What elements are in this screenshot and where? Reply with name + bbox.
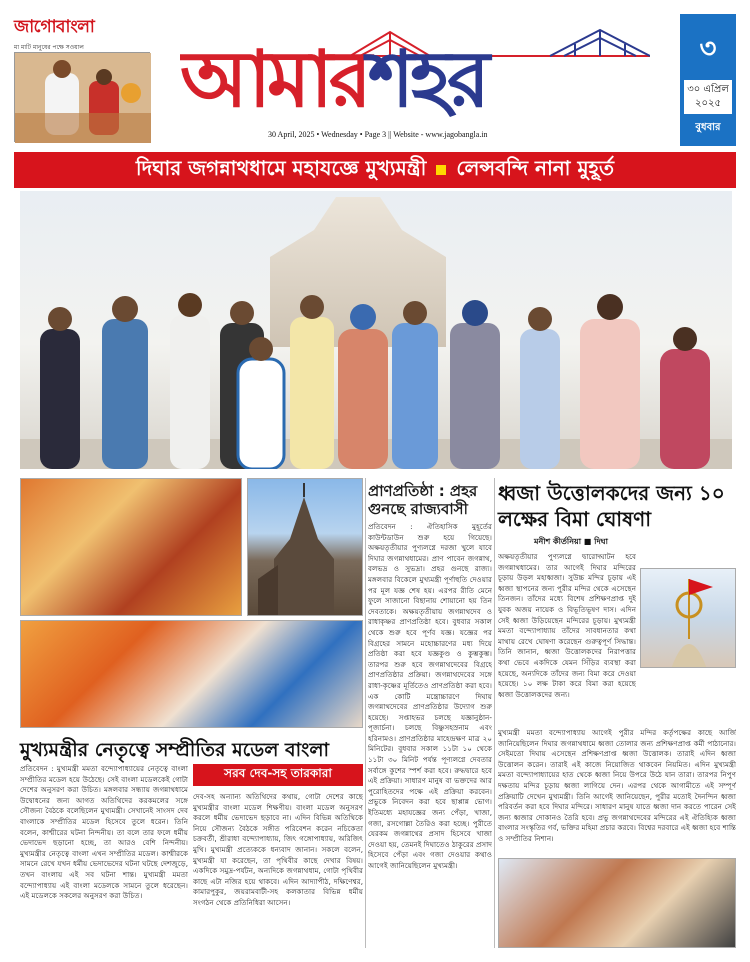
center-article-headline: প্রাণপ্রতিষ্ঠা : প্রহর গুনছে রাজ্যবাসী [368, 482, 478, 518]
date-line: 30 April, 2025 • Wednesday • Page 3 || Website - www.jagobangla.in [268, 130, 488, 139]
main-photo [20, 191, 732, 469]
center-article [368, 482, 492, 518]
banner-separator [436, 165, 446, 175]
sub-article-body: দেব-সহ অন্যান্য অতিথিদের কথায়, গোটা দেশের কাছে মুখ্যমন্ত্রীর বাংলা মডেল শিক্ষণীয়। বাংলা মডেল অনুসরণ করলে ধর্মীয় ভেদাভেদ ছড়াবে না। এদিন বিভিন্ন অতিথিকে নিয়ে সৌজন্য বৈঠকে সঙ্গীত পরিবেশন করেন নচিকেতা চক্রবর্তী, শ্রীরাধা বন্দ্যোপাধ্যায়, জিৎ গঙ্গোপাধ্যায়, অরিজিৎ মুখি। মুখ্যমন্ত্রী প্রত্যেককে ধন্যবাদ জানান। সকলে বলেন, মুখ্যমন্ত্রী যা করেছেন, তা পৃথিবীর কাছে দেখার বিষয়। একদিকে সমুদ্র-পর্যটন, অন্যদিকে জগন্নাথধাম, গোটা পৃথিবীর কাছে এটা নজির হয়ে থাকবে। এদিন আদ্যাপীঠ, দক্ষিণেশ্বর, কামারপুকুর, জয়রামবাটী-সহ কলকাতার বিভিন্ন ধর্মীয় সংগঠন থেকে প্রতিনিধিরা আসেন। [193, 792, 363, 907]
ritual-photo [20, 478, 242, 616]
right-article-body-bottom: মুখ্যমন্ত্রী মমতা বন্দ্যোপাধ্যায় আগেই পুরীর মন্দির কর্তৃপক্ষের কাছে আর্জি জানিয়েছিলেন দিঘার জগন্নাথধামে ধ্বজা তোলার জন্য প্রশিক্ষণপ্রাপ্ত কর্মী পাঠানোর। সেইমতো দিঘায় এসেছেন প্রশিক্ষণপ্রাপ্ত ধ্বজা উত্তোলক। তারাই এদিন ধ্বজা উত্তোলন করেন। তারাই এই কাজে নিয়োজিত থাকবেন নিয়মিত। এদিন মুখ্যমন্ত্রী মমতা বন্দ্যোপাধ্যায়ের হাত থেকে ধ্বজা নিয়ে উপরে উঠে যান তারা। তারপর নিপুণ দক্ষতায় মন্দির চূড়ায় ধ্বজা লাগিয়ে দেন। এরপর থেকে আগামীতে এই সম্পূর্ণ প্রক্রিয়াটি দেখেন মুখ্যমন্ত্রী। তিনি আগেই জানিয়েছেন, পুরীর মতোই দৈনন্দিন ধ্বজা পরিবর্তন করা হবে দিঘার মন্দিরে। সাধারণ মানুষ যাতে ধ্বজা দান করতে পারেন সেই জন্য ধ্বজার দোকানও তৈরি হবে। প্রভু জগন্নাথদেবের মন্দিরের এই ঐতিহ্যিক ধ্বজা বাংলার সংস্কৃতির গর্ব, ভক্তির মহিমা প্রচার করবে। বিশ্বের দরবারে এই ধ্বজা হবে শান্তি ও সম্প্রীতির নিশান। [498, 728, 736, 843]
right-article-headline: ধ্বজা উত্তোলকদের জন্য ১০ লক্ষের বিমা ঘোষণা [498, 481, 725, 531]
right-article-byline: মনীশ কীর্তনিয়া ■ দিঘা [534, 537, 608, 546]
right-article-body-top: অক্ষয়তৃতীয়ার পুণ্যলগ্নে দ্বারোদ্ঘাটন হবে জগন্নাথধামের। তার আগেই দিঘার মন্দিরের চূড়ায় উড়ল মহাধ্বজা। সুউচ্চ মন্দির চূড়ায় এই ধ্বজা স্থাপনের জন্য পুরীর মন্দির থেকে এসেছেন তিনজন। তাঁদের মধ্যে বিশেষ প্রশিক্ষণপ্রাপ্ত দুই যুবক অজয় নায়েক ও বিভূতিভূষণ দাস। এদিন সেই ধ্বজা উড়িয়েছেন মন্দিরের চূড়ায়। মুখ্যমন্ত্রী মমতা বন্দ্যোপাধ্যায় তাঁদের সাবধানতার কথা মাথায় রেখে ঘোষণা করেছেন গুরুত্বপূর্ণ সিদ্ধান্ত। তিনি জানান, ধ্বজা উত্তোলকদের নিরাপত্তার কথা ভেবে একদিকে যেমন সিঁড়ির ব্যবস্থা করা হয়েছে, অন্যদিকে তাঁদের জন্য বিমা করে দেওয়া হয়েছে। ১০ লক্ষ টাকা করে বিমা করা হয়েছে ধ্বজা উত্তোলকদের জন্য। [498, 552, 636, 699]
newspaper-logo [14, 14, 150, 51]
logo-brand: জাগোবাংলা [14, 17, 95, 37]
page-date [684, 80, 732, 114]
left-article-body: প্রতিবেদন : মুখ্যমন্ত্রী মমতা বন্দ্যোপাধ্যায়ের নেতৃত্বে বাংলা সম্প্রীতির মডেল হয়ে উঠেছে। সেই বাংলা মডেলকেই গোটা দেশের অনুসরণ করা উচিত। মঙ্গলবার সন্ধ্যায় জগন্নাথধামে উদ্বোধনের জন্য আগত অতিথিদের করকমলের সঙ্গে সৌজন্য বৈঠকে বলেছিলেন মুখ্যমন্ত্রী। সেখানেই সাংসদ দেব বাংলাকে সম্প্রীতির মডেল হিসেবে তুলে ধরেন। তিনি বলেন, কাশ্মীরের ঘটনা নিন্দনীয়। তা বলে তার ফলে ধর্মীয় ভেদাভেদ ছড়ানো হচ্ছে, তা আরও বেশি নিন্দনীয়। মুখ্যমন্ত্রীর নেতৃত্বে বাংলা এখন সম্প্রীতির মডেল। কাশ্মীরকে সামনে রেখে যখন ধর্মীয় ভেদাভেদের ঘটনা ঘটছে দেশজুড়ে, তখন বাংলায় এই সব ঘটনা শান্ত। মুখ্যমন্ত্রী মমতা বন্দ্যোপাধ্যায় এই বাংলা মডেলকে সামনে তুলে ধরেছেন। এই মডেলকে সকলের অনুসরণ করা উচিত। [20, 764, 188, 901]
byline-place: দিঘা [594, 537, 608, 546]
crowd-illustration [20, 289, 732, 469]
flag-spire-photo [640, 568, 736, 668]
masthead-photo [14, 52, 150, 142]
crowd-photo-small [498, 858, 736, 948]
title-amar: আমার [180, 35, 368, 125]
page-weekday: বুধবার [695, 122, 721, 133]
column-rule [365, 478, 366, 948]
masthead-title [180, 24, 670, 132]
title-shohor: শহর [367, 35, 486, 125]
page-date-year: ২০২৫ [695, 98, 721, 109]
logo-tagline: মা মাটি মানুষের পক্ষে সওয়াল [14, 44, 84, 51]
page-number-box [680, 14, 736, 146]
page-number: ৩ [699, 34, 717, 64]
temple-spire-photo [247, 478, 363, 616]
headline-banner [14, 152, 736, 188]
column-rule [494, 478, 495, 948]
center-article-body: প্রতিবেদন : ঐতিহাসিক মুহূর্তের কাউন্টডাউন শুরু হয়ে গিয়েছে। অক্ষয়তৃতীয়ার পুণ্যলগ্নে দরজা খুলে যাবে দিঘার জগন্নাথধামের। প্রাণ পাবেন জগন্নাথ, বলভদ্র ও সুভদ্রা। প্রহর গুনছে রাজ্য। মঙ্গলবার বিকেলে মুখ্যমন্ত্রী পূর্ণাহুতি দেওয়ার পর মূল যজ্ঞ শেষ হয়। এরপর রীতি মেনে ফুলে সাজানো বিছানায় শোয়ানো হয় তিন দেবতাকে। অক্ষয়তৃতীয়ায় জগন্নাথদেব ও রাধাকৃষ্ণর প্রাণপ্রতিষ্ঠা হবে। বুধবার সকাল থেকে শুরু হবে পূর্ণব যজ্ঞ। যজ্ঞের পর বিগ্রহের সামনে মহোচ্চারণের মধ্য দিয়ে প্রতিষ্ঠা করা হবে যজ্ঞকুণ্ড ও কুম্ভকুম্ভ। তারপর শুরু হবে জগন্নাথদেবের বিগ্রহে প্রাণপ্রতিষ্ঠার প্রক্রিয়া। জগন্নাথদেবের সঙ্গে রাধা-কৃষ্ণের মূর্তিতেও প্রাণপ্রতিষ্ঠা করা হবে। এক কোটি মন্ত্রোচ্চারণে দিঘায় জগন্নাথদেবের প্রাণপ্রতিষ্ঠার উদ্যোগ শুরু হয়েছে। সপ্তাহভর চলছে যজ্ঞানুষ্ঠান-পূজার্চনা। চলছে বিষ্ণুসহস্রনাম এবং হরিনামও। প্রাণপ্রতিষ্ঠার মাহেন্দ্রক্ষণ মাত্র ২০ মিনিটের। বুধবার সকাল ১১টা ১০ থেকে ১১টা ৩০ মিনিট পর্যন্ত পূণ্যলগ্নে দেবতার সর্বাঙ্গে কুশের স্পর্শ করা হবে। রুদ্ধদ্বারে হবে এই প্রক্রিয়া। সাধারণ মানুষ বা ভক্তদের আর পুরোহিতদের পক্ষে এই প্রক্রিয়া করবেন। প্রভুকে নিবেদন করা হবে ছাপ্পান্ন ভোগ। ইতিমধ্যে মহাযজ্ঞের জন্য পেঁড়া, খাজা, গজা, রসগোল্লা তৈরিও করা হচ্ছে। পুরীতে যেরকম জগন্নাথের প্রসাদ হিসেবে খাজা দেওয়া হয়, তেমনই দিঘাতেও ঠাকুরের প্রসাদ হিসেবে পেঁড়া এবং গজা দেওয়ার কথাও আগেই জানিয়েছিলেন মুখ্যমন্ত্রী। [368, 522, 492, 870]
sub-banner: সরব দেব-সহ তারকারা [193, 764, 363, 786]
banner-left: দিঘার জগন্নাথধামে মহাযজ্ঞে মুখ্যমন্ত্রী [135, 155, 427, 180]
left-article-headline: মুখ্যমন্ত্রীর নেতৃত্বে সম্প্রীতির মডেল বাংলা [20, 739, 329, 761]
banner-right: লেন্সবন্দি নানা মুহূর্ত [456, 155, 615, 180]
byline-name: মনীশ কীর্তনিয়া [534, 537, 582, 546]
dignitaries-photo [20, 620, 363, 728]
page-date-day-month: ৩০ এপ্রিল [687, 84, 729, 95]
